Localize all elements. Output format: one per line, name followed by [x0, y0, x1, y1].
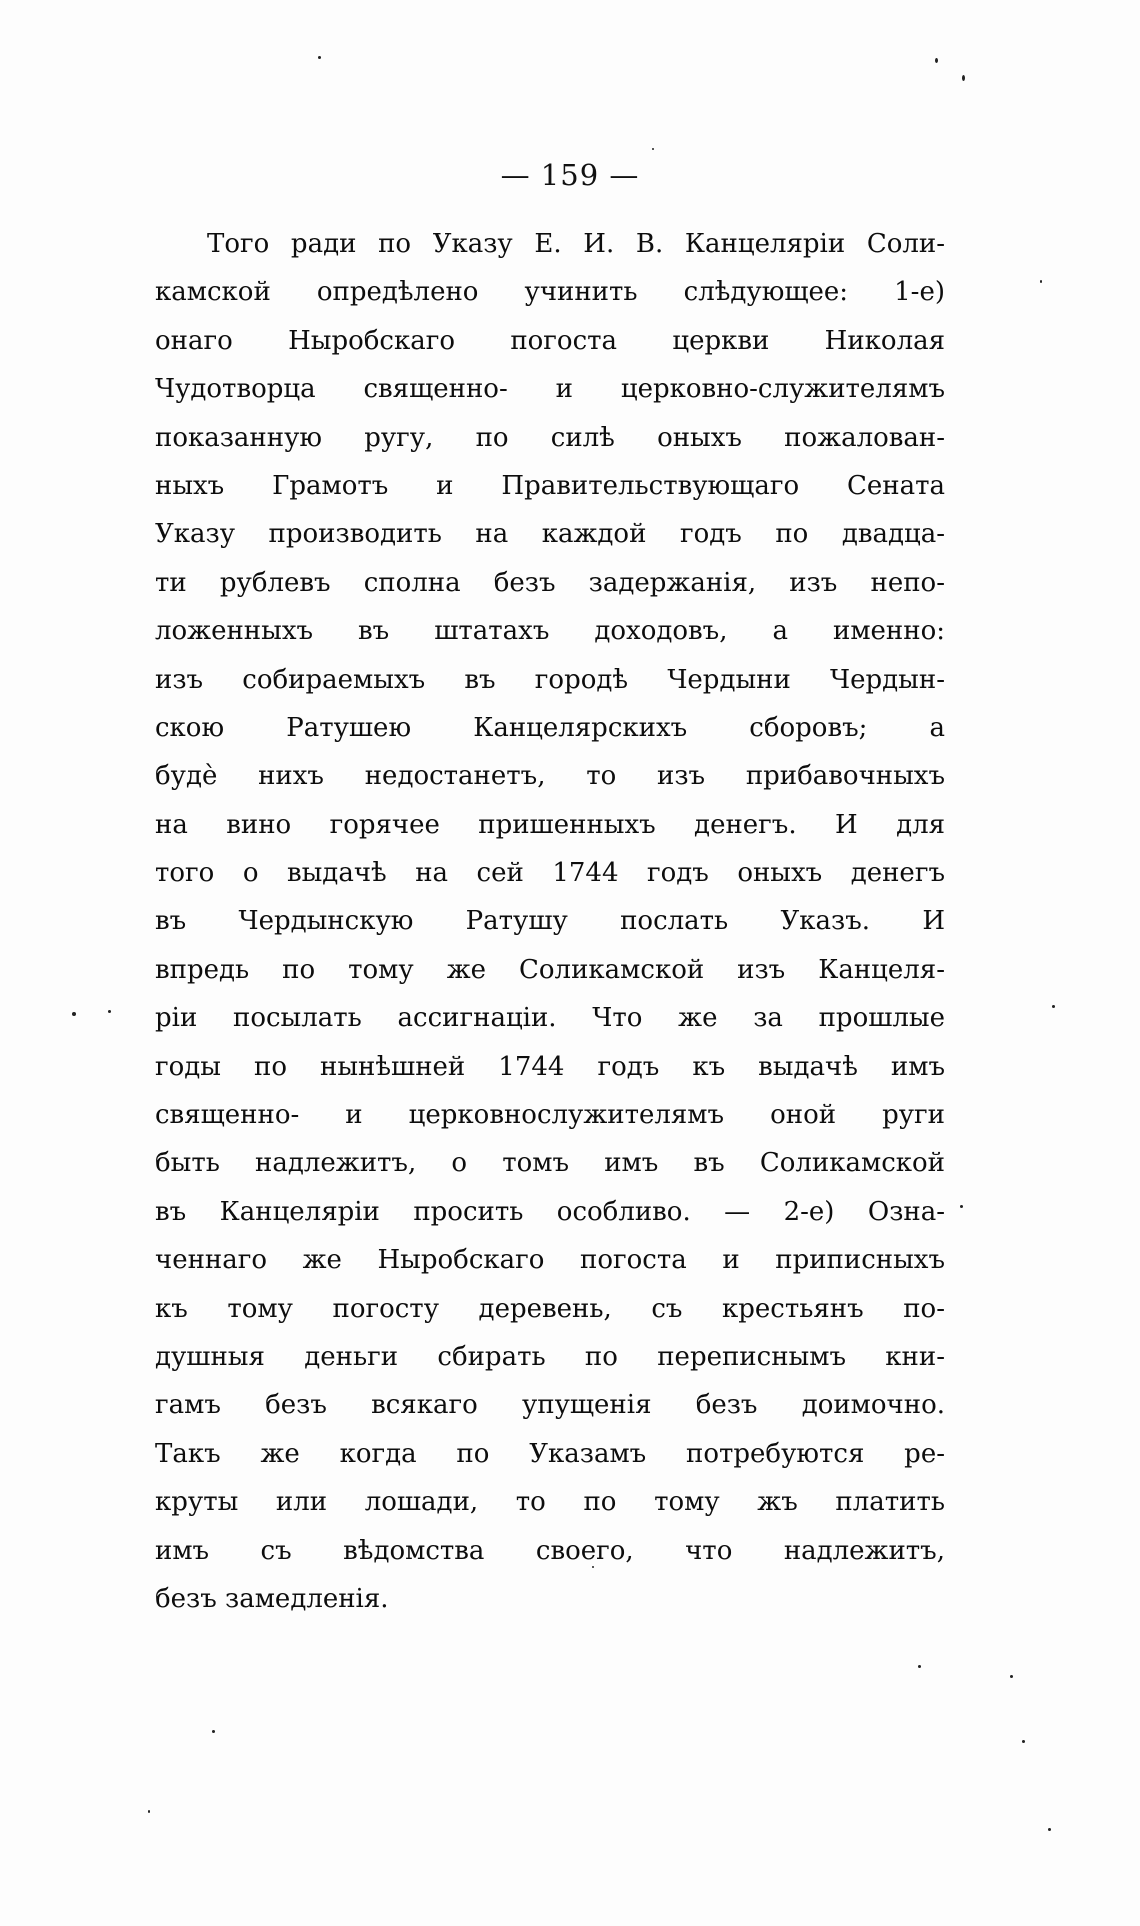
scan-speck [108, 1010, 111, 1013]
text-line: будѐ нихъ недостанетъ, то изъ прибавочныхъ [155, 761, 945, 792]
scan-speck [962, 75, 965, 81]
text-line: онаго Ныробскаго погоста церкви Николая [155, 325, 945, 356]
text-line: ти рублевъ сполна безъ задержанiя, изъ непо- [155, 567, 945, 598]
scan-speck [652, 148, 654, 150]
text-line: Того ради по Указу Е. И. В. Канцелярiи Соли- [207, 229, 945, 259]
scan-speck [1040, 280, 1042, 283]
text-line: безъ замедленiя. [155, 1583, 389, 1614]
text-line: Указу производить на каждой годъ по двадца- [155, 519, 945, 550]
body-text [155, 220, 945, 1623]
scan-speck [1022, 1740, 1025, 1743]
text-line: на вино горячее пришенныхъ денегъ. И для [155, 809, 945, 840]
text-line: скою Ратушею Канцелярскихъ сборовъ; а [155, 712, 945, 743]
page-number: — 159 — [500, 158, 640, 192]
text-line: душныя деньги сбирать по переписнымъ кни- [155, 1341, 945, 1372]
text-line: ченнаго же Ныробскаго погоста и приписныхъ [155, 1245, 945, 1276]
text-line: ложенныхъ въ штатахъ доходовъ, а именно: [155, 616, 945, 647]
scan-speck [212, 1730, 215, 1733]
text-line: Такъ же когда по Указамъ потребуются ре- [155, 1438, 945, 1469]
scan-speck [918, 1665, 921, 1668]
text-line: къ тому погосту деревень, съ крестьянъ по- [155, 1293, 945, 1324]
scan-speck [148, 1810, 150, 1813]
text-line: показанную ругу, по силѣ оныхъ пожалован- [155, 422, 945, 453]
scan-speck [1052, 1005, 1055, 1008]
scan-speck [592, 1566, 594, 1568]
scan-speck [318, 56, 321, 59]
text-line: быть надлежитъ, о томъ имъ въ Соликамской [155, 1148, 945, 1179]
text-line: имъ съ вѣдомства своего, что надлежитъ, [155, 1535, 945, 1566]
text-line: ныхъ Грамотъ и Правительствующаго Сената [155, 470, 945, 501]
text-line: того о выдачѣ на сей 1744 годъ оныхъ денегъ [155, 858, 945, 889]
text-line: камской опредѣлено учинить слѣдующее: 1-е) [155, 277, 945, 308]
text-line: священно- и церковнослужителямъ оной руги [155, 1100, 945, 1131]
text-line: впредь по тому же Соликамской изъ Канцеля- [155, 954, 945, 985]
text-line: въ Чердынскую Ратушу послать Указъ. И [155, 906, 945, 937]
text-line: изъ собираемыхъ въ городѣ Чердыни Чердын- [155, 664, 945, 695]
text-line: рiи посылать ассигнацiи. Что же за прошлые [155, 1003, 945, 1034]
text-line: круты или лошади, то по тому жъ платить [155, 1487, 945, 1518]
text-line: въ Канцелярiи просить особливо. — 2-е) Озна- [155, 1196, 945, 1227]
scan-speck [1010, 1675, 1013, 1678]
text-line: годы по нынѣшней 1744 годъ къ выдачѣ имъ [155, 1051, 945, 1082]
text-line: Чудотворца священно- и церковно-служителямъ [155, 374, 945, 405]
scan-speck [1048, 1828, 1051, 1831]
text-line: гамъ безъ всякаго упущенiя безъ доимочно. [155, 1390, 945, 1421]
scan-speck [960, 1205, 963, 1208]
scan-speck [72, 1012, 76, 1016]
scan-speck [935, 58, 938, 63]
